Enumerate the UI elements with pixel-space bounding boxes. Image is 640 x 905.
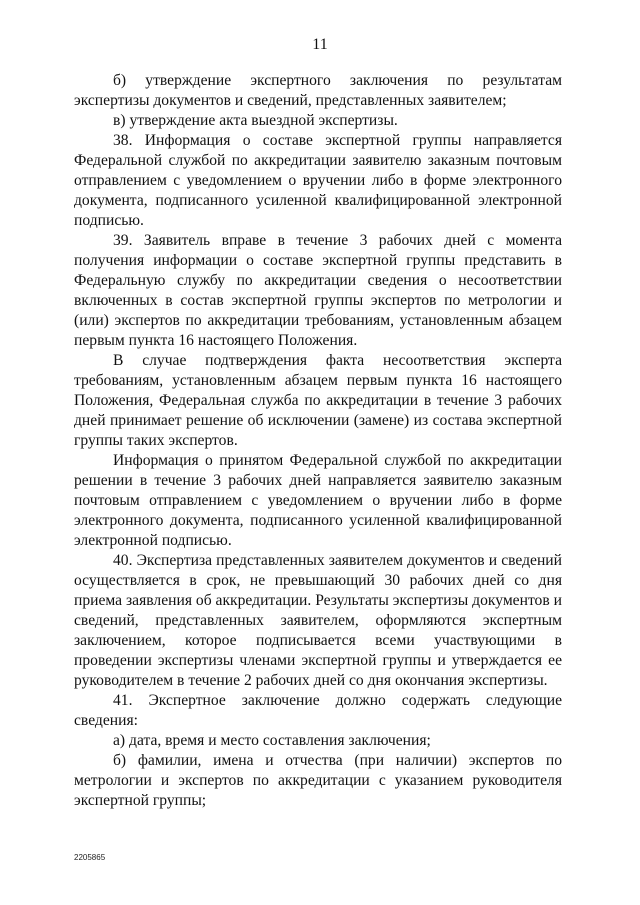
paragraph-40: 40. Экспертиза представленных заявителем документов и сведений осуществляется в срок, не превышающий 30 рабочих дней со дня приема заявления об аккредитации. Результаты экспертизы документов и сведений, представленных заявителем, оформляются экспертным заключением, которое подписывается всеми участвующими в проведении экспертизы членами экспертной группы и утверждается ее руководителем в течение 2 рабочих дней со дня окончания экспертизы. (74, 552, 562, 689)
paragraph-item-v-approval: в) утверждение акта выездной экспертизы. (113, 112, 398, 129)
paragraph-39-nonconformity: В случае подтверждения факта несоответствия эксперта требованиям, установленным абзацем первым пункта 16 настоящего Положения, Федеральная служба по аккредитации в течение 3 рабочих дней принимает решение об исключении (замене) из состава экспертной группы таких экспертов. (74, 352, 562, 449)
document-code: 2205865 (74, 853, 106, 862)
paragraph-41: 41. Экспертное заключение должно содержать следующие сведения: (74, 692, 562, 729)
page-number: 11 (312, 36, 328, 53)
paragraph-39-notification: Информация о принятом Федеральной службой по аккредитации решении в течение 3 рабочих дней направляется заявителю заказным почтовым отправлением с уведомлением о вручении либо в форме электронного документа, подписанного усиленной квалифицированной электронной подписью. (74, 452, 562, 549)
paragraph-39: 39. Заявитель вправе в течение 3 рабочих дней с момента получения информации о составе экспертной группы представить в Федеральную службу по аккредитации сведения о несоответствии включенных в состав экспертной группы экспертов по метрологии и (или) экспертов по аккредитации требованиям, установленным абзацем первым пункта 16 настоящего Положения. (74, 232, 562, 349)
paragraph-41-item-a: а) дата, время и место составления заключения; (113, 732, 431, 749)
paragraph-41-item-b: б) фамилии, имена и отчества (при наличии) экспертов по метрологии и экспертов по аккредитации с указанием руководителя экспертной группы; (74, 752, 562, 809)
paragraph-38: 38. Информация о составе экспертной группы направляется Федеральной службой по аккредитации заявителю заказным почтовым отправлением с уведомлением о вручении либо в форме электронного документа, подписанного усиленной квалифицированной электронной подписью. (74, 132, 562, 229)
document-body (74, 71, 562, 811)
paragraph-item-b-approval: б) утверждение экспертного заключения по результатам экспертизы документов и сведений, представленных заявителем; (74, 72, 562, 109)
